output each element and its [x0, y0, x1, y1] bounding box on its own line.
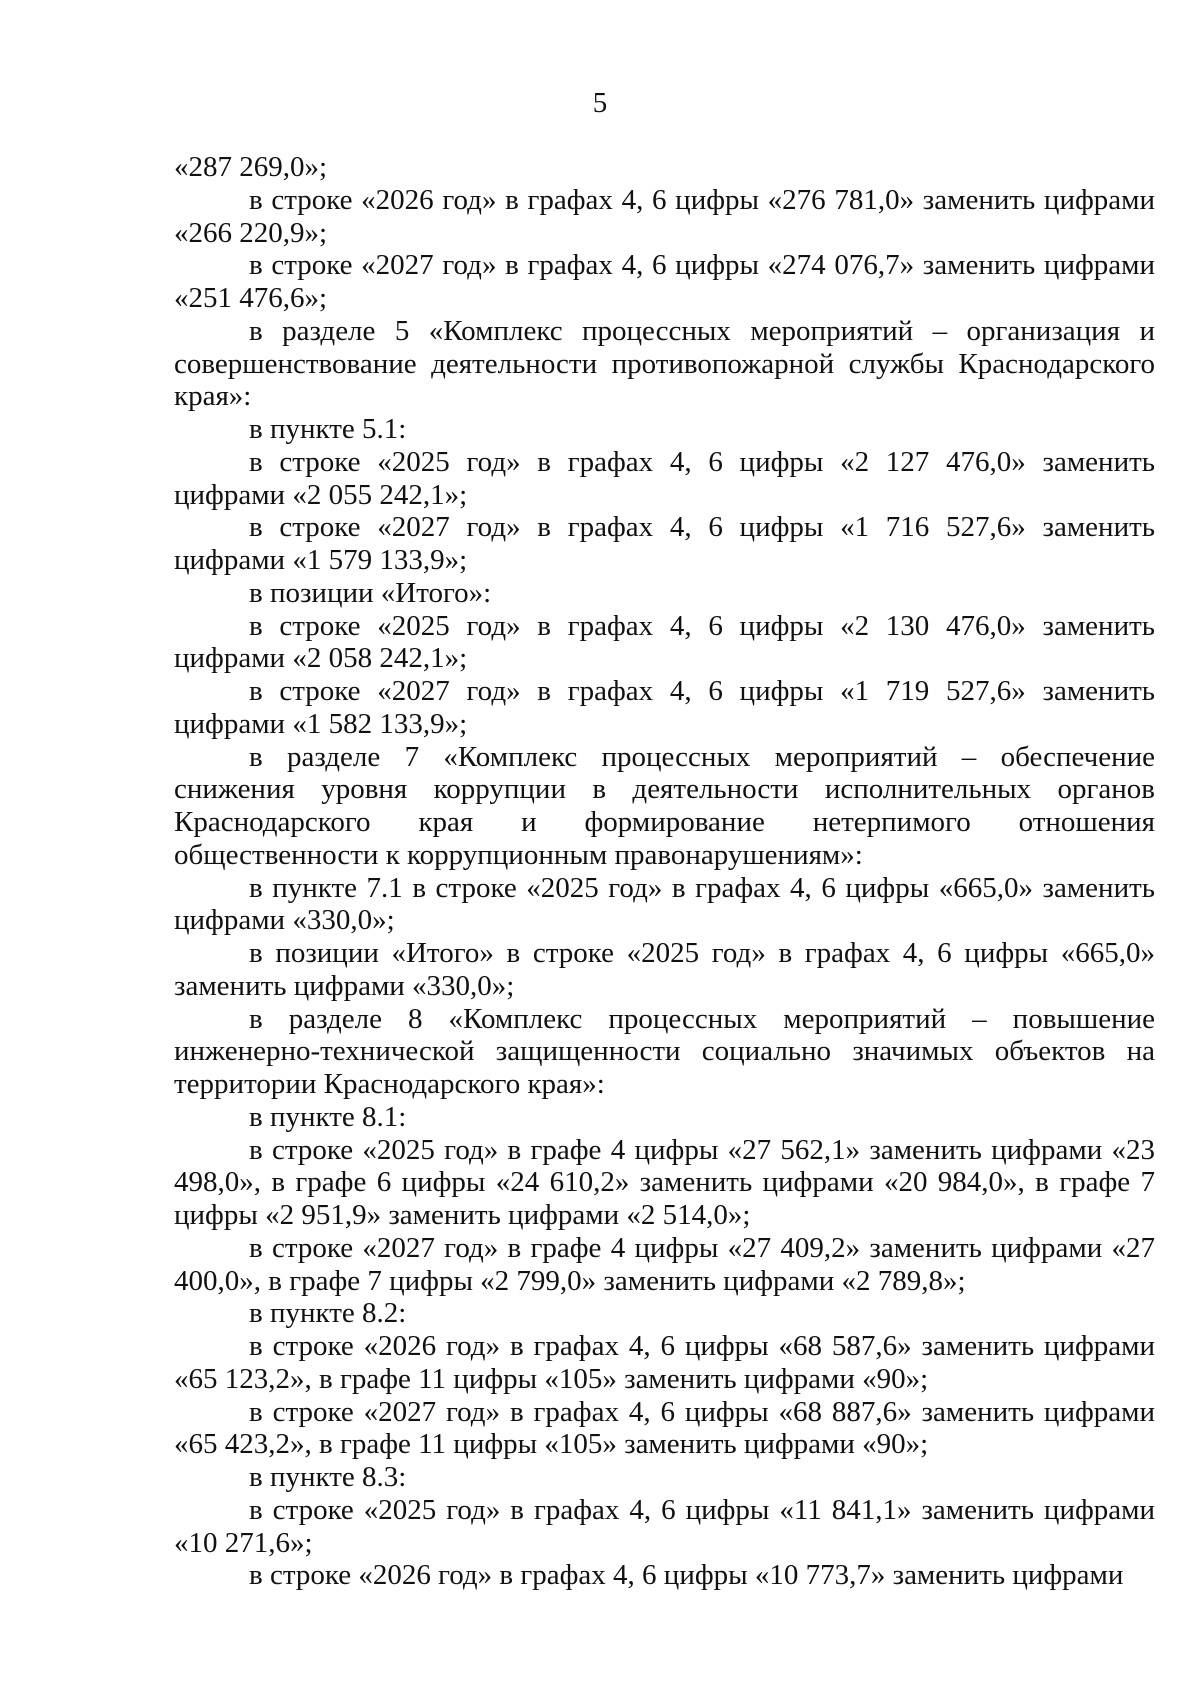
- paragraph: в пункте 5.1:: [249, 413, 407, 445]
- paragraph: в строке «2025 год» в графе 4 цифры «27 562,1» заменить цифрами «23 498,0», в графе 6 цифры «24 610,2» заменить цифрами «20 984,0», в графе 7 цифры «2 951,9» заменить цифрами «2 514,0»;: [174, 1133, 1155, 1231]
- paragraph: в строке «2027 год» в графах 4, 6 цифры «1 716 527,6» заменить цифрами «1 579 133,9»;: [174, 511, 1155, 576]
- paragraph: в строке «2026 год» в графах 4, 6 цифры «68 587,6» заменить цифрами «65 123,2», в графе 11 цифры «105» заменить цифрами «90»;: [174, 1330, 1155, 1395]
- paragraph: в разделе 5 «Комплекс процессных мероприятий – организация и совершенствование деятельности противопожарной службы Краснодарского края»:: [174, 314, 1155, 413]
- paragraph: в строке «2027 год» в графах 4, 6 цифры «1 719 527,6» заменить цифрами «1 582 133,9»;: [174, 675, 1155, 740]
- paragraph: в строке «2026 год» в графах 4, 6 цифры «276 781,0» заменить цифрами «266 220,9»;: [174, 183, 1155, 249]
- paragraph: «287 269,0»;: [174, 151, 328, 183]
- paragraph: в позиции «Итого»:: [249, 576, 492, 609]
- page-number: 5: [592, 87, 608, 119]
- paragraph: в строке «2025 год» в графах 4, 6 цифры «2 130 476,0» заменить цифрами «2 058 242,1»;: [174, 609, 1155, 675]
- paragraph: в строке «2026 год» в графах 4, 6 цифры «10 773,7» заменить цифрами: [249, 1559, 1124, 1592]
- paragraph: в строке «2027 год» в графах 4, 6 цифры «68 887,6» заменить цифрами «65 423,2», в графе 11 цифры «105» заменить цифрами «90»;: [174, 1395, 1155, 1461]
- paragraph: в пункте 7.1 в строке «2025 год» в графах 4, 6 цифры «665,0» заменить цифрами «330,0»;: [174, 871, 1155, 937]
- paragraph: в разделе 7 «Комплекс процессных мероприятий – обеспечение снижения уровня коррупции в деятельности исполнительных органов Краснодарского края и формирование нетерпимого отношения общественности к коррупционным правонарушениям»:: [174, 740, 1155, 871]
- paragraph: в разделе 8 «Комплекс процессных мероприятий – повышение инженерно-технической защищенности социально значимых объектов на территории Краснодарского края»:: [174, 1002, 1155, 1100]
- paragraph: в строке «2027 год» в графах 4, 6 цифры «274 076,7» заменить цифрами «251 476,6»;: [174, 249, 1155, 314]
- paragraph: в строке «2025 год» в графах 4, 6 цифры «11 841,1» заменить цифрами «10 271,6»;: [174, 1493, 1155, 1559]
- paragraph: в пункте 8.2:: [249, 1297, 407, 1330]
- paragraph: в позиции «Итого» в строке «2025 год» в графах 4, 6 цифры «665,0» заменить цифрами «330,0»;: [174, 937, 1155, 1002]
- paragraph: в пункте 8.3:: [249, 1461, 407, 1493]
- paragraph: в пункте 8.1:: [249, 1100, 407, 1133]
- paragraph: в строке «2027 год» в графе 4 цифры «27 409,2» заменить цифрами «27 400,0», в графе 7 цифры «2 799,0» заменить цифрами «2 789,8»;: [174, 1231, 1155, 1297]
- document-body: [174, 151, 1155, 1592]
- paragraph: в строке «2025 год» в графах 4, 6 цифры «2 127 476,0» заменить цифрами «2 055 242,1»;: [174, 445, 1155, 511]
